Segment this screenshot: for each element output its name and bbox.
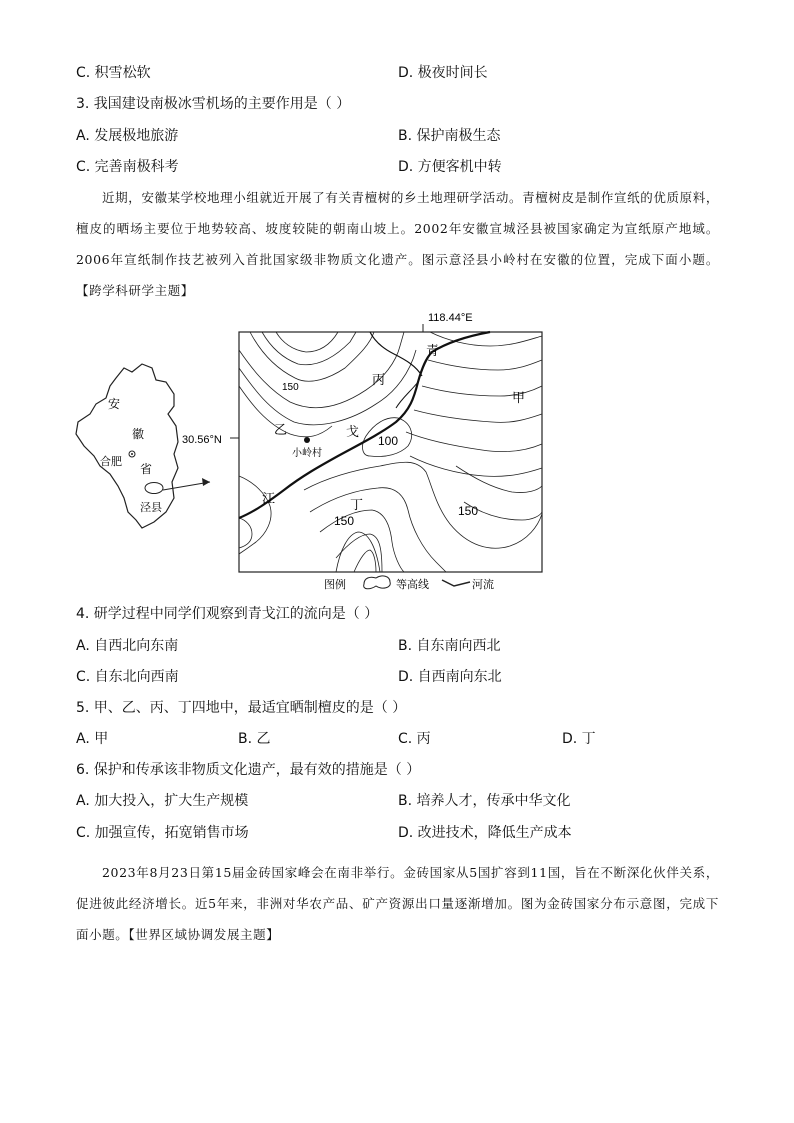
q5-option-c: C. 丙 [398, 731, 431, 747]
anhui-outline [76, 364, 178, 528]
q6-option-b: B. 培养人才，传承中华文化 [398, 793, 571, 809]
pointer-arrowhead [202, 478, 210, 486]
q6-option-a: A. 加大投入，扩大生产规模 [76, 793, 249, 809]
contour-label-150-nw: 150 [282, 382, 299, 393]
passage-1-text: 近期，安徽某学校地理小组就近开展了有关青檀树的乡土地理研学活动。青檀树皮是制作宣纸的优质原料，檀皮的晒场主要位于地势较高、坡度较陡的朝南山坡上。2002年安徽宣城泾县被国家确定为宣纸原产地域。2006年宣纸制作技艺被列入首批国家级非物质文化遗产。图示意泾县小岭村在安徽的位置，完成下面小题。【跨学科研学主题】 [76, 190, 719, 298]
q4-stem: 4. 研学过程中同学们观察到青戈江的流向是（ ） [76, 606, 379, 622]
province-char-an: 安 [108, 397, 121, 411]
q3-stem: 3. 我国建设南极冰雪机场的主要作用是（ ） [76, 96, 351, 112]
hefei-marker-dot [131, 453, 133, 455]
river-char-jiang: 江 [262, 492, 276, 507]
latitude-label: 30.56°N [182, 434, 222, 446]
q5-option-b: B. 乙 [238, 731, 271, 747]
q6-stem: 6. 保护和传承该非物质文化遗产，最有效的措施是（ ） [76, 762, 421, 778]
detail-map-frame [239, 332, 542, 572]
q4-option-d: D. 自西南向东北 [398, 669, 502, 685]
passage-1 [76, 182, 719, 306]
province-char-hui: 徽 [132, 427, 145, 441]
q2-option-c: C. 积雪松软 [76, 65, 151, 81]
q5-stem: 5. 甲、乙、丙、丁四地中，最适宜晒制檀皮的是（ ） [76, 700, 407, 716]
legend-river-symbol [442, 580, 470, 586]
jingxian-area [145, 483, 163, 494]
q2-option-d: D. 极夜时间长 [398, 65, 488, 81]
xiaoling-village-marker [304, 437, 310, 443]
place-yi: 乙 [274, 423, 288, 438]
place-bing: 丙 [372, 373, 386, 388]
q6-option-c: C. 加强宣传，拓宽销售市场 [76, 825, 249, 841]
q3-option-a: A. 发展极地旅游 [76, 128, 179, 144]
contour-label-150-s: 150 [334, 514, 355, 528]
river-char-qing: 青 [426, 344, 440, 359]
jingxian-label: 泾县 [140, 501, 162, 514]
longitude-label: 118.44°E [428, 312, 473, 324]
province-char-sheng: 省 [140, 462, 153, 476]
q5-option-d: D. 丁 [562, 731, 596, 747]
place-jia: 甲 [512, 391, 526, 406]
legend-river-label: 河流 [472, 578, 494, 591]
q5-option-a: A. 甲 [76, 731, 109, 747]
q3-option-c: C. 完善南极科考 [76, 159, 179, 175]
xiaoling-village-label: 小岭村 [292, 448, 322, 459]
river-char-ge: 戈 [346, 425, 360, 440]
q3-option-d: D. 方便客机中转 [398, 159, 502, 175]
passage-2-text: 2023年8月23日第15届金砖国家峰会在南非举行。金砖国家从5国扩容到11国，旨在不断深化伙伴关系，促进彼此经济增长。近5年来，非洲对华农产品、矿产资源出口量逐渐增加。图为金砖国家分布示意图，完成下面小题。【世界区域协调发展主题】 [76, 865, 719, 942]
legend-title: 图例 [324, 578, 346, 591]
q6-option-d: D. 改进技术，降低生产成本 [398, 825, 572, 841]
topographic-map-figure [70, 306, 550, 596]
q3-option-b: B. 保护南极生态 [398, 128, 501, 144]
q4-option-c: C. 自东北向西南 [76, 669, 179, 685]
q4-option-a: A. 自西北向东南 [76, 638, 179, 654]
legend-contour-label: 等高线 [396, 578, 429, 591]
passage-2 [76, 857, 719, 950]
q4-option-b: B. 自东南向西北 [398, 638, 501, 654]
legend-contour-symbol [364, 576, 391, 589]
hefei-label: 合肥 [100, 455, 122, 468]
contour-label-100: 100 [378, 434, 399, 448]
place-ding: 丁 [350, 498, 364, 513]
contour-label-150-se: 150 [458, 504, 479, 518]
